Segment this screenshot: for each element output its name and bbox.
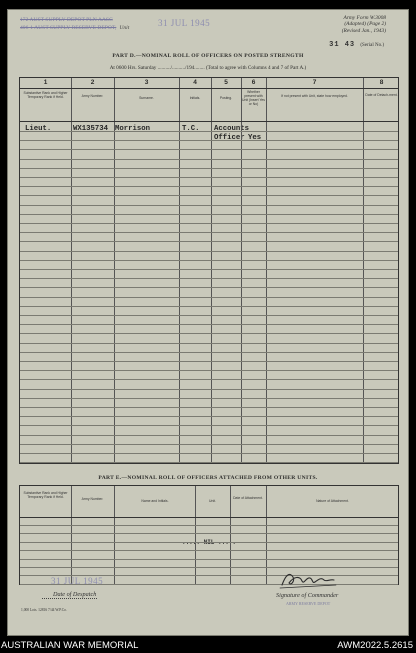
column-divider [241, 78, 242, 463]
row-rule [20, 232, 398, 233]
row-rule [20, 241, 398, 242]
row-rule [20, 278, 398, 279]
form-sheet [7, 9, 409, 636]
column-divider [71, 78, 72, 463]
column-number: 2 [90, 79, 95, 86]
part-d-table [19, 77, 399, 464]
commander-signature [276, 568, 346, 592]
column-divider [114, 78, 115, 463]
unit-stamp-line2: 406-1 AUST SUPPLY RESERVE DEPOT, [20, 25, 117, 31]
part-d-subtitle: At 0600 Hrs. Saturday ........../........../194........ (Total to agree with Columns 4 and 7 of Part A.) [109, 65, 307, 71]
row-rule [20, 533, 398, 534]
entry-army-number: WX135734 [73, 125, 109, 133]
row-rule [20, 140, 398, 141]
institution-name: AUSTRALIAN WAR MEMORIAL [1, 640, 139, 651]
serial-label: (Serial No.) [360, 43, 384, 48]
column-header-date-detachment: Date of Detach-ment. [365, 93, 398, 97]
row-rule [20, 195, 398, 196]
header-rule [20, 88, 398, 89]
row-rule [20, 287, 398, 288]
row-rule [20, 315, 398, 316]
archive-footer [0, 639, 416, 653]
entry-posting-line1: Accounts [214, 125, 250, 133]
row-rule [20, 525, 398, 526]
part-e-title: PART E.—NOMINAL ROLL OF OFFICERS ATTACHED FROM OTHER UNITS. [98, 475, 318, 481]
row-rule [20, 333, 398, 334]
column-number: 4 [193, 79, 197, 86]
row-rule [20, 370, 398, 371]
column-divider [266, 78, 267, 463]
column-header-posting: Posting. [219, 96, 233, 100]
row-rule [20, 542, 398, 543]
nil-entry: ..... NIL ..... [181, 539, 236, 546]
column-number: 6 [251, 79, 256, 86]
despatch-signature-line [42, 598, 97, 599]
row-rule [20, 379, 398, 380]
column-header-surname: Surname. [139, 96, 154, 100]
row-rule [20, 462, 398, 463]
row-rule [20, 444, 398, 445]
row-rule [20, 297, 398, 298]
unit-stamp-line1: 172 AUST SUPPLY DEPOT PLN AASC [20, 17, 113, 23]
row-rule [20, 324, 398, 325]
form-id-line3: (Revised Jan., 1943) [341, 27, 386, 34]
column-header-rank: Substantive Rank and Higher Temporary Rank if Held. [23, 91, 68, 99]
row-rule [20, 425, 398, 426]
row-rule [20, 398, 398, 399]
serial-number-field [329, 41, 384, 49]
printer-imprint: 1,000 Lots. 12816 7/44 W.P.Co. [21, 608, 67, 612]
row-rule [20, 269, 398, 270]
row-rule [20, 559, 398, 560]
column-number: 3 [144, 79, 149, 86]
row-rule [20, 260, 398, 261]
column-header-army-number: Army Number. [81, 94, 104, 98]
unit-stamp [20, 16, 129, 32]
row-rule [20, 131, 398, 132]
row-rule [20, 550, 398, 551]
header-rule [20, 517, 398, 518]
row-rule [20, 453, 398, 454]
column-header-name-initials: Name and Initials. [141, 499, 169, 503]
column-header-unit: Unit. [209, 499, 216, 503]
part-d-title: PART D.—NOMINAL ROLL OF OFFICERS ON POSTED STRENGTH [112, 53, 304, 59]
row-rule [20, 407, 398, 408]
row-rule [20, 214, 398, 215]
row-rule [20, 168, 398, 169]
row-rule [20, 149, 398, 150]
header-rule [20, 121, 398, 122]
entry-initials: T.C. [182, 125, 200, 133]
entry-posting-line2: Officer [214, 134, 245, 142]
column-header-date-attachment: Date of Attachment. [233, 496, 263, 500]
column-number: 7 [312, 79, 317, 86]
row-rule [20, 343, 398, 344]
column-divider [363, 78, 364, 463]
column-divider [211, 78, 212, 463]
form-id-line1: Army Form W.3008 [343, 15, 386, 21]
row-rule [20, 205, 398, 206]
row-rule [20, 186, 398, 187]
row-rule [20, 306, 398, 307]
column-divider [71, 486, 72, 584]
column-header-present: Whether present with Unit (Insert Yes or No) [242, 90, 265, 106]
column-header-army-number: Army Number. [81, 497, 104, 501]
column-header-nature-attachment: Nature of Attachment. [316, 499, 349, 503]
entry-rank: Lieut. [25, 125, 52, 133]
row-rule [20, 389, 398, 390]
row-rule [20, 177, 398, 178]
column-number: 5 [224, 79, 228, 86]
entry-present: Yes [248, 134, 262, 142]
date-stamp-top: 31 JUL 1945 [158, 18, 211, 28]
row-rule [20, 435, 398, 436]
column-divider [179, 78, 180, 463]
column-number: 1 [43, 79, 48, 86]
commander-stamp: ARMY RESERVE DEPOT [286, 601, 331, 606]
row-rule [20, 159, 398, 160]
unit-label: Unit [119, 25, 130, 31]
row-rule [20, 352, 398, 353]
column-divider [195, 486, 196, 584]
row-rule [20, 416, 398, 417]
row-rule [20, 251, 398, 252]
column-divider [266, 486, 267, 584]
column-header-employment: If not present with Unit, state how employed. [281, 94, 348, 98]
entry-surname: Morrison [115, 125, 151, 133]
archive-reference: AWM2022.5.2615 [337, 640, 413, 651]
column-header-initials: Initials. [189, 96, 201, 100]
form-id-line2: (Adapted) (Page 2) [344, 21, 386, 28]
date-stamp-despatch: 31 JUL 1945 [51, 576, 104, 586]
despatch-date-label: Date of Despatch [53, 591, 97, 598]
column-divider [230, 486, 231, 584]
column-number: 8 [379, 79, 384, 86]
column-header-rank: Substantive Rank and Higher Temporary Rank if Held. [23, 491, 68, 499]
column-divider [114, 486, 115, 584]
form-identifier [342, 15, 386, 34]
row-rule [20, 361, 398, 362]
commander-signature-label: Signature of Commander [276, 592, 339, 599]
serial-number-value: 31 43 [329, 41, 356, 49]
row-rule [20, 223, 398, 224]
